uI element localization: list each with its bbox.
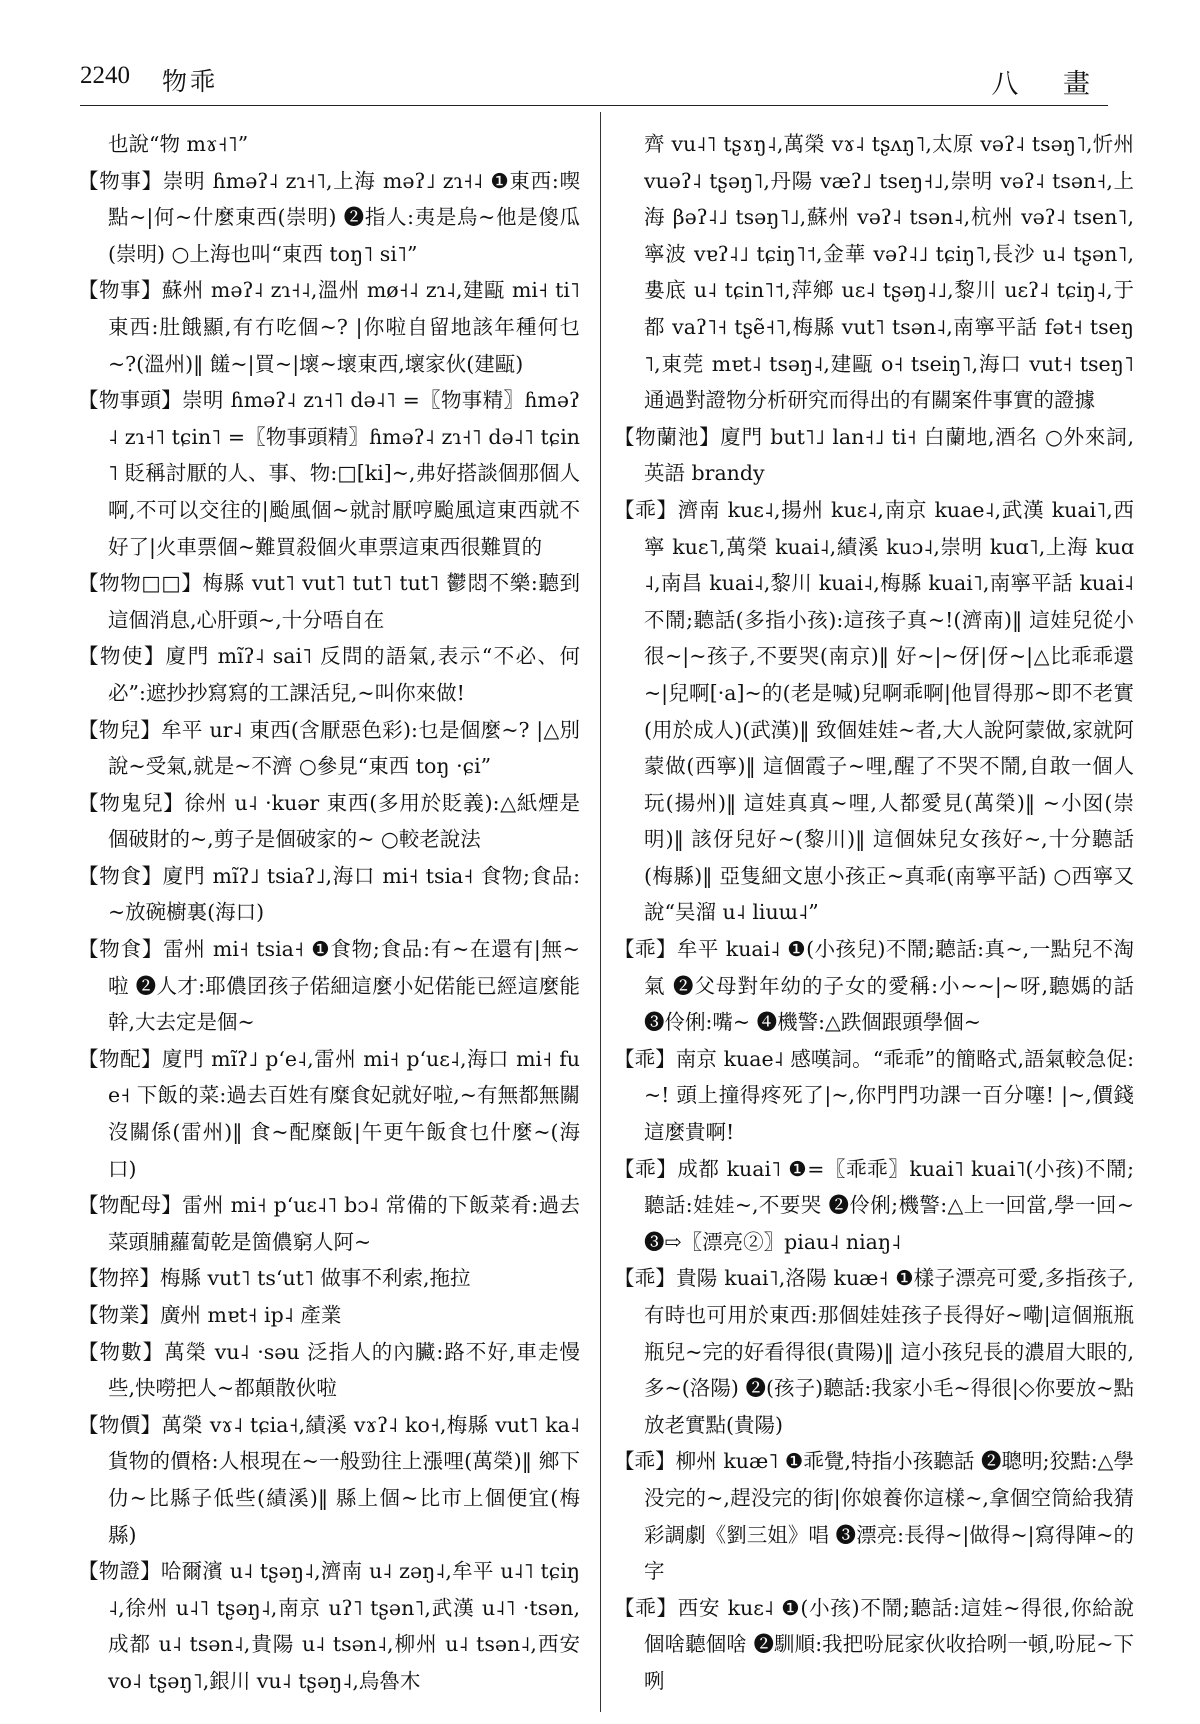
dictionary-entry: 【物事】崇明 ɦməʔ˨ zɿ˧˥,上海 məʔ˩ zɿ˧˨ ❶東西:喫點~|何~什麼東西(崇明) ❷指人:夷是烏~他是傻瓜(崇明) ○上海也叫“東西 toŋ˥ si˥”	[78, 168, 580, 266]
dictionary-entry: 【物業】廣州 mɐt˧ ip˨ 產業	[78, 1303, 342, 1327]
dictionary-entry: 【乖】柳州 kuæ˥ ❶乖覺,特指小孩聽話 ❷聰明;狡黠:△學没完的~,趕没完的街|你娘養你這樣~,拿個空筒給我猜彩調劇《劉三姐》唱 ❸漂亮:長得~|做得~|寫得陣~的字	[614, 1449, 1134, 1584]
dictionary-entry: 【物證】哈爾濱 u˨ tʂəŋ˨,濟南 u˨ zəŋ˨,牟平 u˨˥ tɕiŋ˨,徐州 u˨˥ tʂəŋ˨,南京 uʔ˥ tʂən˥,武漢 u˨˥ ·tsən,成都 u˨ tsən˨,貴陽 u˨ tsən˨,柳州 u˨ tsən˨,西安 vo˨ tʂəŋ˥,銀川 vu˨ tʂəŋ˨,烏魯木	[78, 1559, 580, 1693]
dictionary-entry: 【物配母】雷州 mi˧ pʻuɛ˨˥ bɔ˨ 常備的下飯菜肴:過去菜頭脯蘿蔔乾是箇儂窮人阿~	[78, 1193, 580, 1254]
page-number: 2240	[80, 62, 130, 89]
dictionary-entry: 【物配】廈門 mĩʔ˩ pʻe˨,雷州 mi˧ pʻuɛ˨,海口 mi˧ fue˧ 下飯的菜:過去百姓有糜食妃就好啦,~有無都無關沒關係(雷州)‖ 食~配糜飯|午更午飯食乜什麼~(海口)	[78, 1046, 580, 1181]
dictionary-entry: 【乖】濟南 kuɛ˨,揚州 kuɛ˨,南京 kuae˨,武漢 kuai˥,西寧 kuɛ˥,萬榮 kuai˨,績溪 kuɔ˨,崇明 kuɑ˥,上海 kuɑ˨,南昌 kuai˨,黎川 kuai˨,梅縣 kuai˥,南寧平話 kuai˨ 不鬧;聽話(多指小孩):這孩子真~!(濟南)‖ 這娃兒從小很~|~孩子,不要哭(南京)‖ 好~|~伢|伢~|△比乖乖還~|兒啊[·a]~的(老是喊)兒啊乖啊|他冒得那~即不老實(用於成人)(武漢)‖ 致個娃娃~者,大人說阿蒙做,家就阿蒙做(西寧)‖ 這個霞子~哩,醒了不哭不鬧,自敢一個人玩(揚州)‖ 這娃真真~哩,人都愛見(萬榮)‖ ~小囡(崇明)‖ 該伢兒好~(黎川)‖ 這個妹兒女孩好~,十分聽話(梅縣)‖ 亞隻細文崽小孩正~真乖(南寧平話) ○西寧又說“吴溜 u˨ liuɯ˨”	[614, 497, 1134, 925]
dictionary-entry: 【物價】萬榮 vɤ˨ tɕia˧,績溪 vɤʔ˨ ko˧,梅縣 vut˥ ka˨ 貨物的價格:人根現在~一般勁往上漲哩(萬榮)‖ 鄉下仂~比縣子低些(績溪)‖ 縣上個~比市上個便宜(梅縣)	[78, 1412, 580, 1547]
dictionary-entry: 【物兒】牟平 ur˨ 東西(含厭惡色彩):乜是個麼~? |△別說~受氣,就是~不濟 ○參見“東西 toŋ ·ɕi”	[78, 717, 580, 779]
left-column	[78, 126, 580, 1700]
dictionary-entry: 齊 vu˨˥ tʂɤŋ˨,萬榮 vɤ˨ tʂʌŋ˥,太原 vəʔ˨ tsəŋ˥,忻州 vuəʔ˨ tʂəŋ˥,丹陽 væʔ˩ tseŋ˧˩,崇明 vəʔ˨ tsən˧,上海 βəʔ˨˩ tsəŋ˥˩,蘇州 vəʔ˨ tsən˨,杭州 vəʔ˨ tsen˥,寧波 vɐʔ˨˩ tɕiŋ˥˦,金華 vəʔ˨˩ tɕiŋ˥,長沙 u˨ tʂən˥,婁底 u˨ tɕin˥˦,萍鄉 uɛ˨ tʂəŋ˨˩,黎川 uɛʔ˨ tɕiŋ˨,于都 vaʔ˥˧ tʂẽ˧˥,梅縣 vut˥ tsən˨,南寧平話 fət˧ tseŋ˥,東莞 mɐt˨ tsəŋ˨,建甌 o˧ tseiŋ˥,海口 vut˧ tseŋ˥ 通過對證物分析研究而得出的有關案件事實的證據	[644, 132, 1134, 413]
dictionary-entry: 【乖】南京 kuae˨ 感嘆詞。“乖乖”的簡略式,語氣較急促:~! 頭上撞得疼死了|~,你門門功課一百分噻! |~,價錢這麼貴啊!	[614, 1046, 1134, 1145]
dictionary-entry: 【物事】蘇州 məʔ˨ zɿ˧˨,溫州 mø˧˨ zɿ˨,建甌 mi˧ ti˥ 東西:肚餓顯,有冇吃個~? |你啦自留地該年種何乜~?(溫州)‖ 饈~|買~|壞~壞東西,壞家伙(建甌)	[78, 278, 580, 376]
dictionary-entry: 【物使】廈門 mĩʔ˨ sai˥ 反問的語氣,表示“不必、何必”:遮抄抄寫寫的工課活兒,~叫你來做!	[78, 644, 580, 705]
dictionary-entry: 【乖】牟平 kuai˨ ❶(小孩兒)不鬧;聽話:真~,一點兒不淘氣 ❷父母對年幼的子女的愛稱:小~~|~呀,聽媽的話 ❸伶俐:嘴~ ❹機警:△跌個跟頭學個~	[614, 937, 1134, 1035]
right-column	[614, 126, 1134, 1700]
dictionary-entry: 【物鬼兒】徐州 u˨ ·kuər 東西(多用於貶義):△紙煙是個破財的~,剪子是個破家的~ ○較老說法	[78, 790, 580, 852]
running-head-title: 物乖	[162, 67, 219, 96]
dictionary-entry: 【物蘭池】廈門 but˥˩ lan˧˩ ti˧ 白蘭地,酒名 ○外來詞,英語 brandy	[614, 424, 1134, 486]
dictionary-entry: 【物事頭】崇明 ɦməʔ˨ zɿ˧˥ də˨˥ =〖物事精〗ɦməʔ˨ zɿ˧˥ tɕin˥ =〖物事頭精〗ɦməʔ˨ zɿ˧˥ də˨˥ tɕin˥ 貶稱討厭的人、事、物:□[ki]~,弗好搭談個那個人啊,不可以交往的|颱風個~就討厭哼颱風這東西就不好了|火車票個~難買殺個火車票這東西很難買的	[78, 388, 580, 559]
dictionary-entry: 【乖】貴陽 kuai˥,洛陽 kuæ˧ ❶樣子漂亮可愛,多指孩子,有時也可用於東西:那個娃娃孩子長得好~嘞|這個瓶瓶瓶兒~完的好看得很(貴陽)‖ 這小孩兒長的濃眉大眼的,多~(洛陽) ❷(孩子)聽話:我家小毛~得很|◇你要放~點放老實點(貴陽)	[614, 1266, 1134, 1437]
dictionary-entry: 【物數】萬榮 vu˨ ·səu 泛指人的內臟:路不好,車走慢些,快嘮把人~都顛散伙啦	[78, 1339, 580, 1401]
dictionary-entry: 也說“物 mɤ˧˥”	[108, 132, 249, 156]
stroke-count-label: 八 畫	[991, 69, 1108, 100]
column-divider	[600, 112, 601, 1712]
dictionary-entry: 【乖】成都 kuai˥ ❶=〖乖乖〗kuai˥ kuai˥(小孩)不鬧;聽話:娃娃~,不要哭 ❷伶俐;機警:△上一回當,學一回~ ❸⇨〖漂亮②〗piau˨ niaŋ˨	[614, 1156, 1134, 1254]
dictionary-entry: 【物食】雷州 mi˧ tsia˧ ❶食物;食品:有~在還有|無~啦 ❷人才:耶儂囝孩子偌細這麼小妃偌能已經這麼能幹,大去定是個~	[78, 937, 580, 1035]
dictionary-entry: 【物食】廈門 mĩʔ˩ tsiaʔ˩,海口 mi˧ tsia˧ 食物;食品:~放碗櫥裏(海口)	[78, 863, 580, 925]
header-rule	[80, 105, 1108, 106]
dictionary-entry: 【物捽】梅縣 vut˥ tsʻut˥ 做事不利索,拖拉	[78, 1266, 471, 1291]
dictionary-entry: 【乖】西安 kuɛ˨ ❶(小孩)不鬧;聽話:這娃~得很,你給說個啥聽個啥 ❷馴順:我把吩屁家伙收拾咧一頓,吩屁~下咧	[614, 1595, 1134, 1693]
page-header	[80, 62, 1108, 98]
dictionary-entry: 【物物□□】梅縣 vut˥ vut˥ tut˥ tut˥ 鬱悶不樂:聽到這個消息,心肝頭~,十分唔自在	[78, 571, 580, 632]
